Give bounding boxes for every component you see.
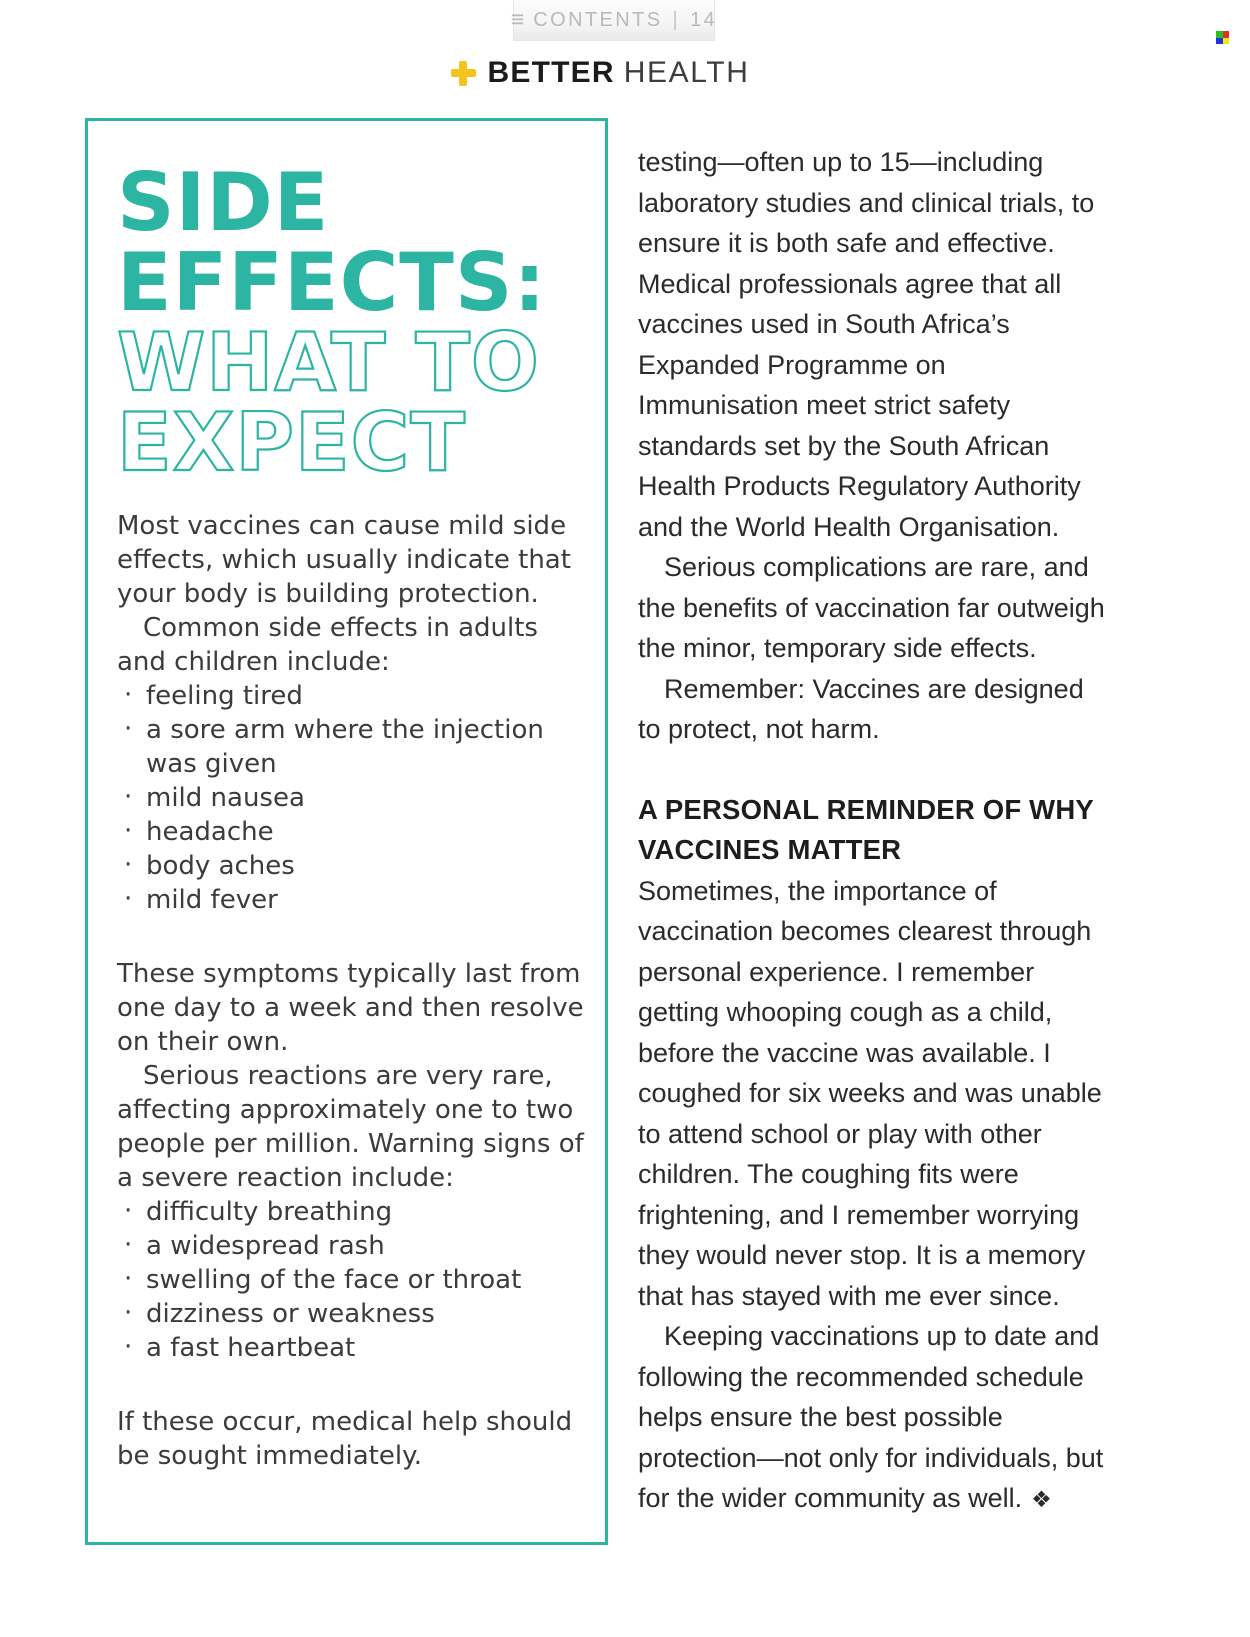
bullet-dot: ·: [124, 1230, 133, 1260]
paragraph-keeping-up-to-date: [638, 1316, 1108, 1520]
list-item-label: mild fever: [146, 885, 278, 915]
list-item-label: feeling tired: [146, 681, 303, 711]
bullet-dot: ·: [124, 1332, 133, 1362]
bullet-dot: ·: [124, 850, 133, 880]
paragraph-serious-complications: Serious complications are rare, and the benefits of vaccination far outweigh the minor, temporary side effects.: [638, 552, 1105, 663]
contents-button[interactable]: [510, 0, 718, 41]
list-item-feeling-tired: [117, 679, 587, 713]
list-item-fast-heartbeat: [117, 1331, 587, 1365]
list-item-label: a sore arm where the injection was given: [146, 715, 544, 779]
corner-square-yellow: [1223, 38, 1230, 45]
list-item-label: a fast heartbeat: [146, 1333, 356, 1363]
list-item-headache: [117, 815, 587, 849]
bullet-dot: ·: [124, 714, 133, 744]
list-item-difficulty-breathing: [117, 1195, 587, 1229]
list-item-label: body aches: [146, 851, 295, 881]
paragraph-seek-medical-help: If these occur, medical help should be sought immediately.: [117, 1407, 573, 1471]
list-item-swelling: [117, 1263, 587, 1297]
bullet-dot: ·: [124, 680, 133, 710]
list-item-mild-nausea: [117, 781, 587, 815]
list-item-label: a widespread rash: [146, 1231, 385, 1261]
list-item-label: headache: [146, 817, 274, 847]
plus-icon: [451, 61, 476, 86]
list-item-sore-arm: [117, 713, 587, 781]
menu-icon: ≡: [510, 5, 525, 32]
list-item-label: mild nausea: [146, 783, 305, 813]
end-of-article-mark: ❖: [1031, 1486, 1052, 1512]
bullet-dot: ·: [124, 816, 133, 846]
feature-box-body: [117, 509, 587, 1473]
bullet-dot: ·: [124, 782, 133, 812]
title-line-2: EFFECTS:: [117, 236, 547, 329]
paragraph-common-side-effects: Common side effects in adults and children include:: [117, 613, 538, 677]
title-line-1: SIDE: [117, 156, 330, 249]
list-item-label: swelling of the face or throat: [146, 1265, 522, 1295]
title-line-4: EXPECT: [117, 396, 466, 489]
article-continuation-column: [638, 142, 1108, 1520]
contents-divider: |: [672, 8, 681, 31]
paragraph-personal-story: Sometimes, the importance of vaccination becomes clearest through personal experience. I remember getting whooping cough as a child, before the vaccine was available. I coughed for six weeks and was unable to attend school or play with other children. The coughing fits were frightening, and I remember worrying they would never stop. It is a memory that has stayed with me ever since.: [638, 875, 1102, 1311]
side-effects-feature-box: [85, 118, 608, 1545]
section-heading-personal-reminder: A PERSONAL REMINDER OF WHY VACCINES MATTER: [638, 793, 1094, 865]
page-number: 14: [690, 8, 718, 31]
paragraph-text: Keeping vaccinations up to date and following the recommended schedule helps ensure the best possible protection—not only for individuals, but for the wider community as well.: [638, 1321, 1104, 1513]
brand-name-bold: BETTER: [487, 56, 615, 89]
paragraph-vaccine-testing: testing—often up to 15—including laboratory studies and clinical trials, to ensure it is both safe and effective. Medical professionals agree that all vaccines used in South Africa’s Expanded Programme on Immunisation meet strict safety standards set by the South African Health Products Regulatory Authority and the World Health Organisation.: [638, 147, 1095, 542]
paragraph-mild-side-effects: Most vaccines can cause mild side effects, which usually indicate that your body is building protection.: [117, 511, 571, 609]
bullet-dot: ·: [124, 1298, 133, 1328]
list-item-dizziness: [117, 1297, 587, 1331]
brand-name-light: HEALTH: [623, 56, 750, 89]
brand-logo: [0, 56, 1200, 90]
list-item-widespread-rash: [117, 1229, 587, 1263]
contents-label: CONTENTS: [533, 8, 663, 31]
list-item-body-aches: [117, 849, 587, 883]
article-title: [117, 156, 605, 489]
bullet-dot: ·: [124, 1196, 133, 1226]
paragraph-symptoms-duration: These symptoms typically last from one day to a week and then resolve on their own.: [117, 959, 584, 1057]
title-line-3: WHAT TO: [117, 316, 540, 409]
paragraph-serious-reactions: Serious reactions are very rare, affecting approximately one to two people per million. Warning signs of a severe reaction include:: [117, 1061, 584, 1193]
bullet-dot: ·: [124, 884, 133, 914]
list-item-label: difficulty breathing: [146, 1197, 393, 1227]
list-item-label: dizziness or weakness: [146, 1299, 435, 1329]
paragraph-remember: Remember: Vaccines are designed to protect, not harm.: [638, 673, 1084, 744]
color-grid-icon: [1216, 31, 1229, 44]
bullet-dot: ·: [124, 1264, 133, 1294]
list-item-mild-fever: [117, 883, 587, 917]
